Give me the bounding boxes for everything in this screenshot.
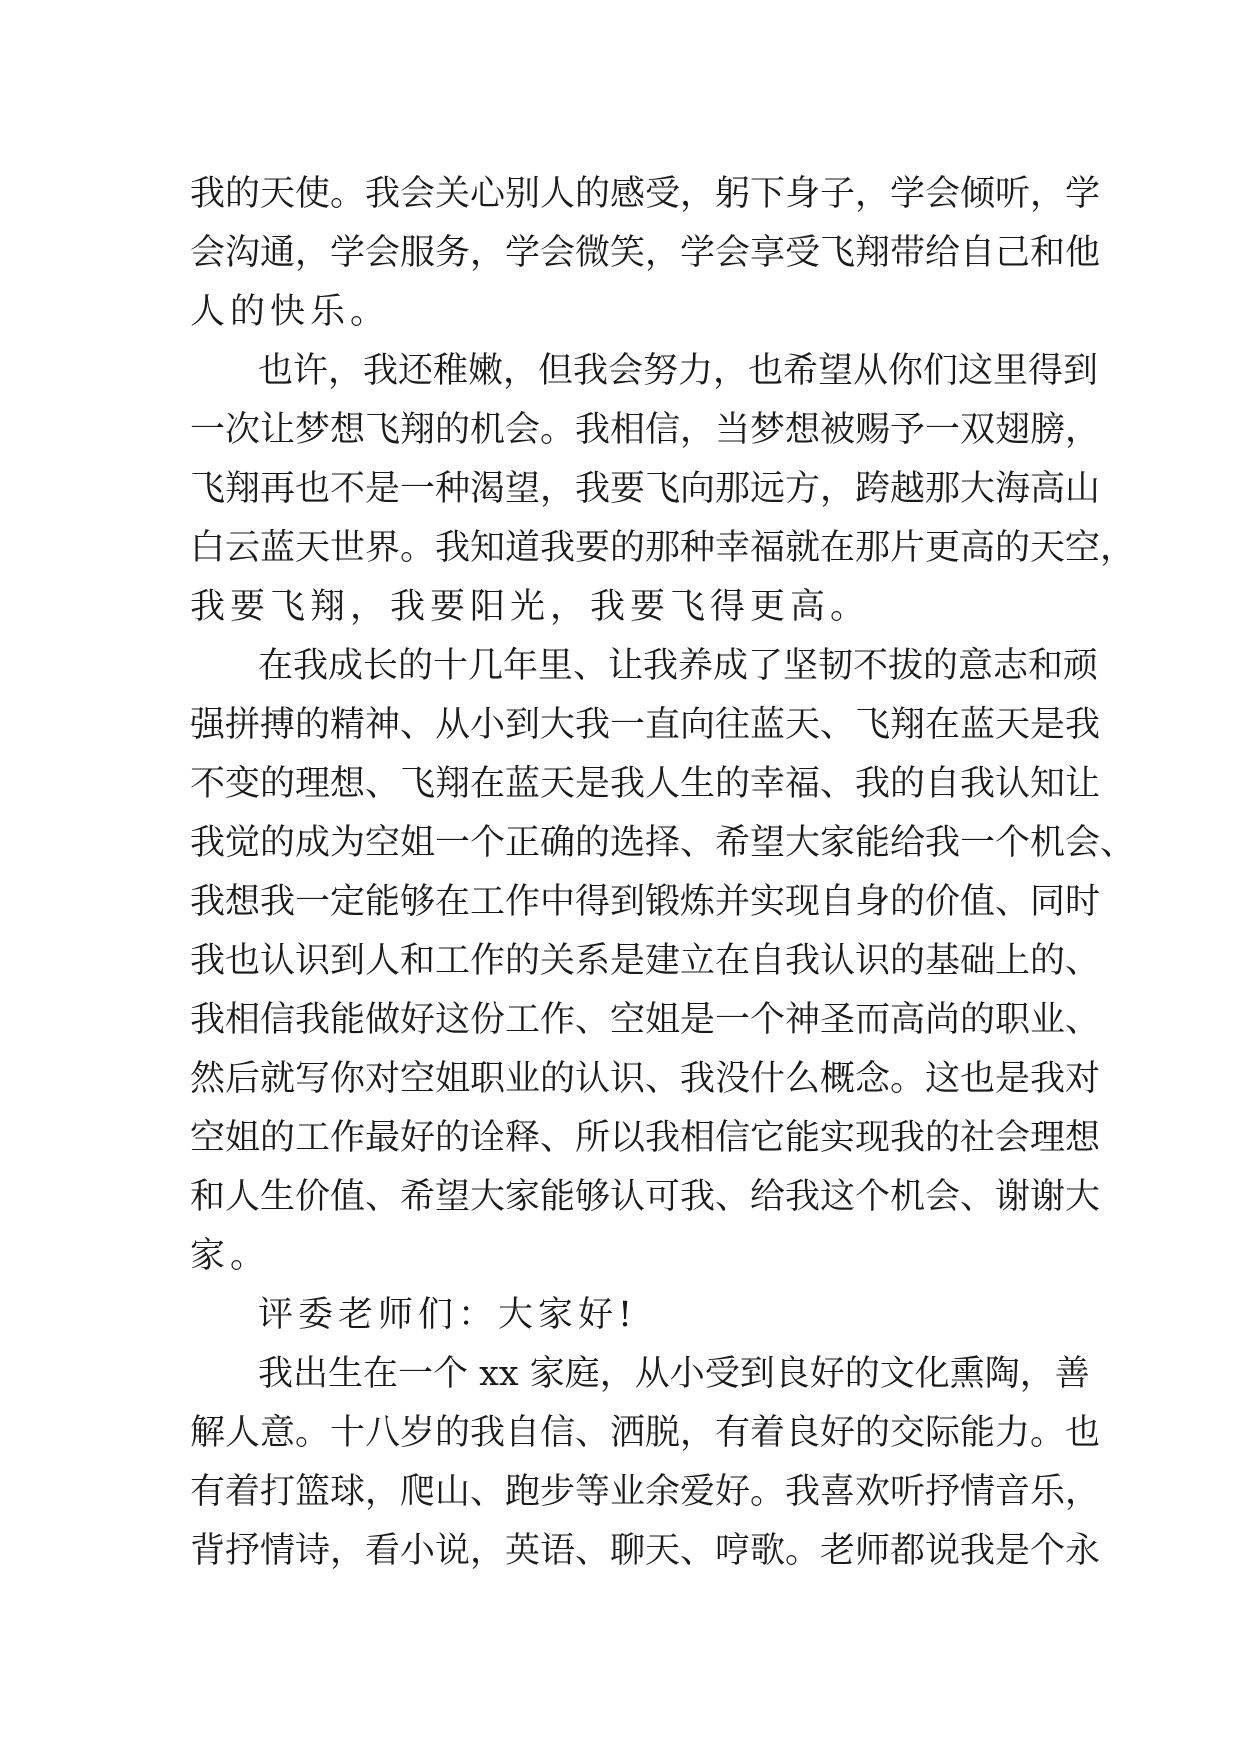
- text-line-18: 和人生价值、希望大家能够认可我、给我这个机会、谢谢大: [190, 1177, 1101, 1217]
- text-line-6: 飞翔再也不是一种渴望，我要飞向那远方，跨越那大海高山: [190, 469, 1101, 509]
- text-line-10: 强拼搏的精神、从小到大我一直向往蓝天、飞翔在蓝天是我: [190, 705, 1101, 745]
- text-line-11: 不变的理想、飞翔在蓝天是我人生的幸福、我的自我认知让: [190, 764, 1101, 804]
- text-line-7: 白云蓝天世界。我知道我要的那种幸福就在那片更高的天空，: [190, 528, 1136, 568]
- text-line-3: 人的快乐。: [190, 292, 391, 332]
- text-line-20: 评委老师们：大家好!: [258, 1295, 638, 1335]
- text-line-24: 背抒情诗，看小说，英语、聊天、哼歌。老师都说我是个永: [190, 1531, 1101, 1571]
- text-line-2: 会沟通，学会服务，学会微笑，学会享受飞翔带给自己和他: [190, 233, 1101, 273]
- text-line-14: 我也认识到人和工作的关系是建立在自我认识的基础上的、: [190, 941, 1101, 981]
- text-line-23: 有着打篮球，爬山、跑步等业余爱好。我喜欢听抒情音乐，: [190, 1472, 1101, 1512]
- text-line-8: 我要飞翔，我要阳光，我要飞得更高。: [190, 587, 871, 627]
- text-line-12: 我觉的成为空姐一个正确的选择、希望大家能给我一个机会、: [190, 823, 1136, 863]
- text-line-13: 我想我一定能够在工作中得到锻炼并实现自身的价值、同时: [190, 882, 1101, 922]
- text-line-9: 在我成长的十几年里、让我养成了坚韧不拔的意志和顽: [258, 646, 1099, 686]
- text-line-1: 我的天使。我会关心别人的感受，躬下身子，学会倾听，学: [190, 174, 1101, 214]
- text-line-21: 我出生在一个 xx 家庭，从小受到良好的文化熏陶，善: [258, 1354, 1090, 1394]
- text-line-22: 解人意。十八岁的我自信、洒脱，有着良好的交际能力。也: [190, 1413, 1101, 1453]
- text-line-19: 家。: [190, 1236, 271, 1276]
- text-line-5: 一次让梦想飞翔的机会。我相信，当梦想被赐予一双翅膀，: [190, 410, 1101, 450]
- text-line-4: 也许，我还稚嫩，但我会努力，也希望从你们这里得到: [258, 351, 1099, 391]
- text-line-16: 然后就写你对空姐职业的认识、我没什么概念。这也是我对: [190, 1059, 1101, 1099]
- text-line-17: 空姐的工作最好的诠释、所以我相信它能实现我的社会理想: [190, 1118, 1101, 1158]
- text-line-15: 我相信我能做好这份工作、空姐是一个神圣而高尚的职业、: [190, 1000, 1101, 1040]
